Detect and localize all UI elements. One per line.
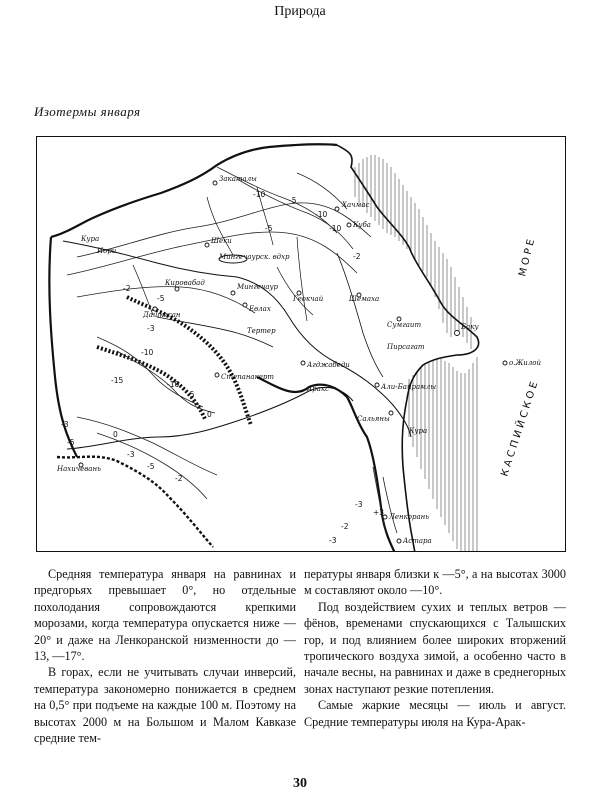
isotherm-value: -3 xyxy=(355,500,363,509)
isotherm-value: -2 xyxy=(353,252,361,261)
label-pirsagat: Пирсагат xyxy=(387,343,425,351)
southern-border xyxy=(49,237,395,552)
paragraph: Средняя температура января на равнинах и предгорьях превышает 0°, но отдельные похолодания сопровождаются крепкими морозами, когда температура опускается ниже —20° и даже на Ленкоранской низменности до —13, —17°. xyxy=(34,567,296,664)
isotherm-value: -10 xyxy=(315,210,328,219)
paragraph: Самые жаркие месяцы — июль и август. Средние температуры июля на Кура-Арак- xyxy=(304,698,566,729)
isotherm-map xyxy=(36,136,566,552)
label-kura-top: Кура xyxy=(81,235,100,243)
figure-title: Изотермы января xyxy=(34,104,141,119)
isotherm-value: -10 xyxy=(167,380,180,389)
paragraph: Под воздействием сухих и теплых ветров — фёнов, временами спускающихся с Талышских гор, и под влиянием более широких вторжений тропического воздуха зимой, а особенно часто в начале весны, на равнинах и даже в среднегорных зонах наступают резкие потепления. xyxy=(304,599,566,696)
label-lenkoran: Ленкорань xyxy=(389,513,430,521)
isotherm-value: +3 xyxy=(373,508,385,517)
map-svg xyxy=(37,137,566,552)
isotherm-value: 0 xyxy=(207,410,212,419)
paragraph: В горах, если не учитывать случаи инверсий, температура закономерно понижается в среднем на 0,5° при подъеме на каждые 100 м. Поэтому на высотах 2000 м на Большом и Малом Кавказе средние тем- xyxy=(34,665,296,746)
label-evlakh: Евлах xyxy=(249,305,271,313)
label-sea-upper: МОРЕ xyxy=(517,235,538,278)
caspian-sea-hatching xyxy=(355,155,477,552)
isotherm-value: -3 xyxy=(61,420,69,429)
isotherm-value: -15 xyxy=(111,376,124,385)
label-sumgait: Сумгаит xyxy=(387,321,422,329)
label-ali-bayramly: Али-Байрамлы xyxy=(381,383,437,391)
isotherm-value: -10 xyxy=(141,348,154,357)
kura-river xyxy=(63,241,411,437)
label-geokchai: Геокчай xyxy=(293,295,324,303)
label-kirovabad: Кировабад xyxy=(165,279,205,287)
isotherm-value: -5 xyxy=(265,224,273,233)
isotherm-value: -3 xyxy=(127,450,135,459)
label-kuba: Куба xyxy=(353,221,371,229)
label-stepanakert: Степанакерт xyxy=(221,373,275,381)
isotherm-value: -5 xyxy=(289,196,297,205)
label-mingechaur: Мингечаур xyxy=(237,283,279,291)
label-zakataly: Закаталы xyxy=(219,175,257,183)
label-mingechaur-reservoir: Мингечаурск. вдхр xyxy=(219,253,290,261)
isotherm-value: -5 xyxy=(187,390,195,399)
isotherm-value: -10 xyxy=(329,224,342,233)
label-nakhichevan: Нахичевань xyxy=(57,465,101,473)
label-sea-lower: КАСПИЙСКОЕ xyxy=(499,377,542,478)
isotherm-value: -2 xyxy=(175,474,183,483)
label-shemakha: Шемаха xyxy=(349,295,380,303)
label-astara: Астара xyxy=(403,537,432,545)
isotherm-value: -3 xyxy=(329,536,337,545)
paragraph: пературы января близки к —5°, а на высотах 3000 м составляют около —10°. xyxy=(304,567,566,598)
isotherm-value: -2 xyxy=(341,522,349,531)
label-sheki: Шеки xyxy=(211,237,232,245)
label-kura-bottom: Кура xyxy=(409,427,428,435)
text-column-right xyxy=(304,566,566,730)
label-salyany: Сальяны xyxy=(357,415,390,423)
country-border xyxy=(51,144,337,237)
running-header: Природа xyxy=(274,4,326,19)
label-baku: Баку xyxy=(461,323,479,331)
isotherm-value: -3 xyxy=(147,324,155,333)
isotherm-value: -5 xyxy=(157,294,165,303)
text-column-left xyxy=(34,566,296,746)
label-agdzhabedi: Агджабеди xyxy=(307,361,350,369)
label-zhiloi: о.Жилой xyxy=(509,359,541,367)
isotherm-value: -5 xyxy=(147,462,155,471)
label-khachmas: Хачмас xyxy=(342,201,370,209)
label-araks: Аракс xyxy=(307,385,330,393)
label-dashkesan: Дашкесан xyxy=(143,311,181,319)
isotherm-value: -2 xyxy=(123,284,131,293)
label-terter: Тертер xyxy=(247,327,276,335)
label-iori: Иори xyxy=(97,247,117,255)
pirsagat-river xyxy=(337,253,383,377)
isotherm-value: -10 xyxy=(253,190,266,199)
isotherm-value: -5 xyxy=(67,438,75,447)
page-number: 30 xyxy=(293,776,307,791)
isotherm-value: 0 xyxy=(113,430,118,439)
